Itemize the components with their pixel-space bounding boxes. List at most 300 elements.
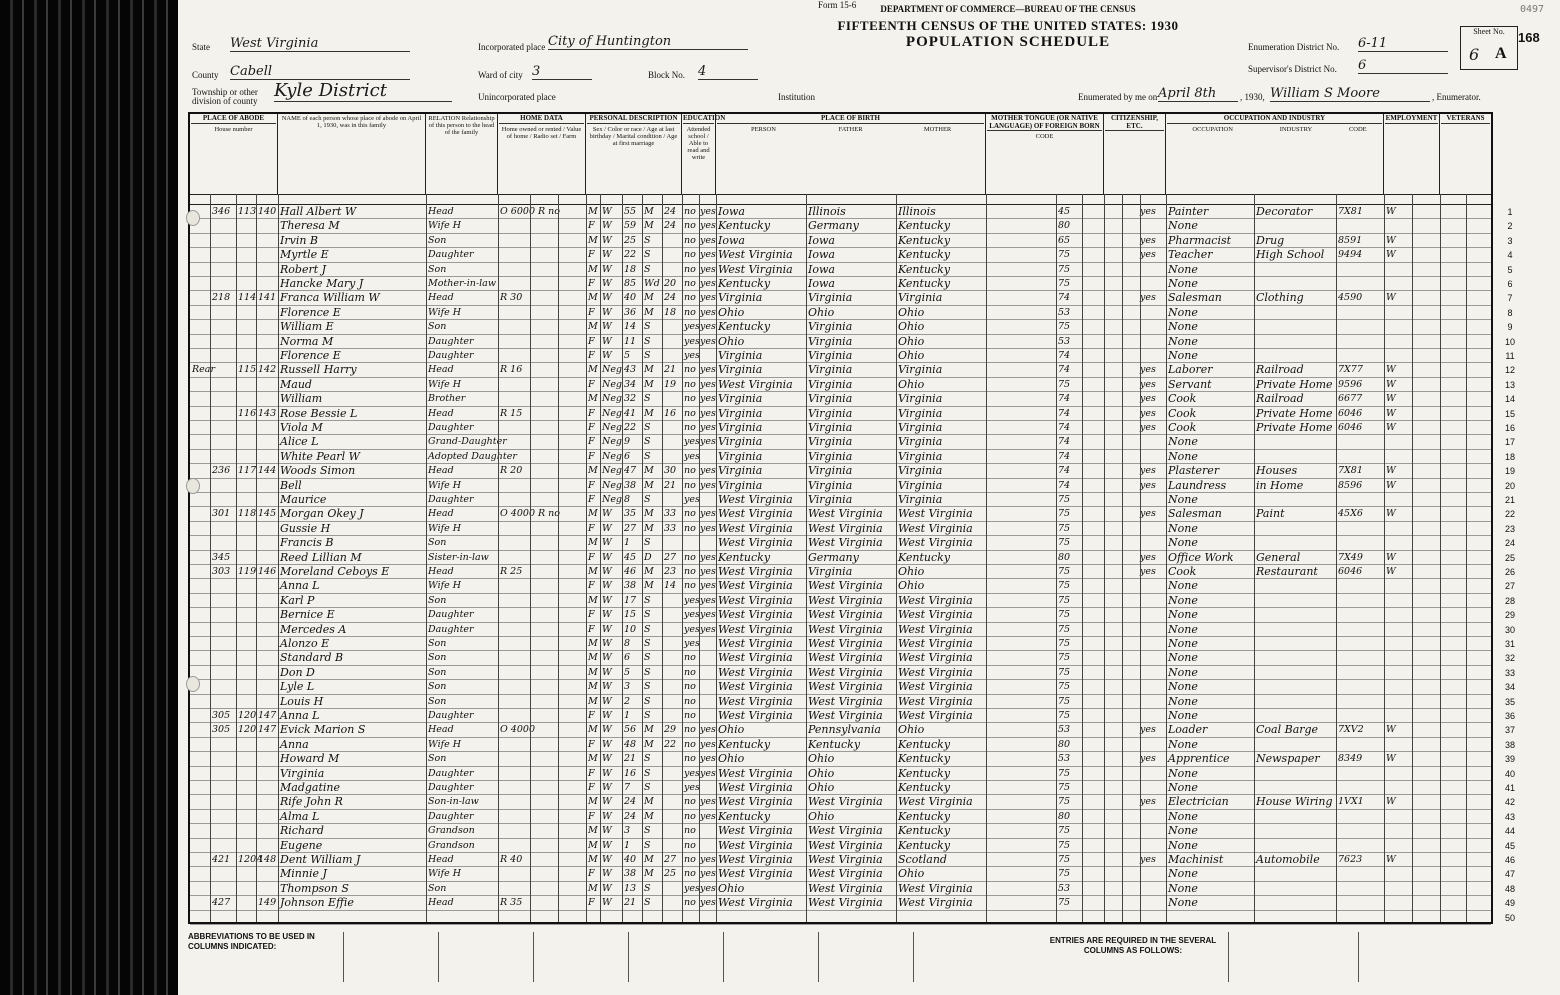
class-of-worker-cell: W bbox=[1386, 422, 1396, 433]
father-birthplace-cell: West Virginia bbox=[808, 853, 883, 866]
occupation-code-cell: 8349 bbox=[1338, 753, 1363, 765]
sex-cell: M bbox=[588, 234, 598, 246]
inc-place-value: City of Huntington bbox=[548, 34, 748, 50]
name-cell: Standard B bbox=[280, 651, 344, 665]
industry-cell bbox=[1256, 349, 1336, 363]
occupation-code-cell bbox=[1338, 263, 1382, 277]
first-marriage-age-cell bbox=[664, 536, 682, 550]
occupation-cell: Office Work bbox=[1168, 550, 1234, 564]
sex-cell: M bbox=[588, 666, 598, 678]
race-cell: W bbox=[602, 724, 612, 736]
line-number: 6 bbox=[1507, 279, 1513, 289]
house-number-cell bbox=[212, 248, 238, 262]
industry-cell bbox=[1256, 219, 1336, 233]
occupation-code-cell: 6046 bbox=[1338, 566, 1363, 577]
street-cell bbox=[192, 896, 210, 910]
class-of-worker-cell: W bbox=[1386, 378, 1396, 390]
column-rule bbox=[210, 194, 211, 922]
first-marriage-age-cell bbox=[664, 608, 682, 622]
dwelling-number-cell bbox=[238, 579, 258, 593]
name-cell: Howard M bbox=[280, 752, 340, 766]
first-marriage-age-cell bbox=[664, 263, 682, 277]
home-data-cell bbox=[500, 234, 586, 248]
sex-cell: F bbox=[588, 767, 595, 779]
first-marriage-age-cell bbox=[664, 594, 682, 608]
age-cell: 2 bbox=[624, 695, 631, 707]
sex-cell: F bbox=[588, 580, 595, 592]
occupation-code-cell: 7X49 bbox=[1338, 551, 1363, 563]
birth-code-cell: 75 bbox=[1058, 378, 1071, 390]
father-birthplace-cell: West Virginia bbox=[808, 795, 883, 809]
house-number-cell bbox=[212, 623, 238, 637]
col-personal: PERSONAL DESCRIPTION Sex / Color or race / Age at last birthday / Marital condition / Age at first marriage bbox=[586, 114, 682, 194]
county-value: Cabell bbox=[230, 64, 410, 80]
first-marriage-age-cell: 23 bbox=[664, 566, 677, 577]
father-birthplace-cell: Ohio bbox=[808, 809, 835, 823]
table-row bbox=[190, 377, 1515, 392]
relation-cell: Wife H bbox=[428, 868, 462, 880]
marital-cell: S bbox=[644, 609, 651, 621]
name-cell: Norma M bbox=[280, 334, 334, 348]
home-data-cell bbox=[500, 579, 586, 593]
read-write-cell bbox=[700, 651, 716, 665]
mother-birthplace-cell: Illinois bbox=[898, 205, 936, 218]
name-cell: Franca William W bbox=[280, 291, 380, 305]
birthplace-cell: West Virginia bbox=[718, 853, 793, 866]
first-marriage-age-cell bbox=[664, 450, 682, 464]
occupation-cell bbox=[1168, 911, 1254, 925]
mother-birthplace-cell: Ohio bbox=[898, 349, 925, 362]
school-cell: yes bbox=[684, 494, 700, 505]
supervisor-district-value: 6 bbox=[1358, 58, 1448, 74]
relation-cell: Head bbox=[428, 724, 454, 736]
occupation-cell: None bbox=[1168, 781, 1198, 794]
employment-cell bbox=[1140, 335, 1164, 349]
mother-birthplace-cell: Kentucky bbox=[898, 262, 951, 276]
occupation-code-cell bbox=[1338, 579, 1382, 593]
age-cell: 43 bbox=[624, 364, 637, 376]
family-number-cell bbox=[258, 219, 278, 233]
line-number: 24 bbox=[1504, 538, 1515, 549]
first-marriage-age-cell: 21 bbox=[664, 479, 677, 491]
marital-cell: S bbox=[644, 422, 651, 433]
class-of-worker-cell bbox=[1386, 637, 1404, 651]
industry-cell: Private Home bbox=[1256, 421, 1333, 434]
first-marriage-age-cell bbox=[664, 839, 682, 853]
occupation-cell: None bbox=[1168, 593, 1198, 607]
house-number-cell bbox=[212, 392, 238, 406]
relation-cell: Head bbox=[428, 854, 454, 865]
birth-code-cell: 75 bbox=[1058, 666, 1071, 678]
birth-code-cell: 74 bbox=[1058, 350, 1071, 361]
family-number-cell bbox=[258, 306, 278, 320]
enum-district-value: 6-11 bbox=[1358, 36, 1448, 52]
name-cell: Francis B bbox=[280, 536, 334, 550]
birth-code-cell: 75 bbox=[1058, 580, 1071, 592]
sex-cell: F bbox=[588, 407, 595, 419]
column-rule bbox=[1166, 194, 1167, 922]
family-number-cell bbox=[258, 435, 278, 449]
occupation-cell: None bbox=[1168, 449, 1198, 463]
sex-cell: F bbox=[588, 623, 595, 635]
relation-cell: Daughter bbox=[428, 782, 474, 793]
first-marriage-age-cell bbox=[664, 421, 682, 435]
industry-cell: Restaurant bbox=[1256, 565, 1318, 578]
race-cell: W bbox=[602, 263, 612, 275]
sex-cell: M bbox=[588, 263, 598, 275]
line-number: 23 bbox=[1504, 523, 1515, 534]
house-number-cell bbox=[212, 666, 238, 680]
school-cell: no bbox=[684, 465, 696, 477]
occupation-cell: Cook bbox=[1168, 406, 1197, 420]
marital-cell: M bbox=[644, 580, 654, 592]
first-marriage-age-cell: 33 bbox=[664, 508, 677, 520]
table-row bbox=[190, 363, 1515, 377]
mother-birthplace-cell: Kentucky bbox=[898, 248, 951, 262]
mother-birthplace-cell: Ohio bbox=[898, 320, 925, 334]
father-birthplace-cell: West Virginia bbox=[808, 651, 883, 665]
birthplace-cell: West Virginia bbox=[718, 709, 793, 722]
house-number-cell bbox=[212, 608, 238, 622]
birth-code-cell: 74 bbox=[1058, 436, 1071, 448]
school-cell: no bbox=[684, 407, 696, 419]
employment-cell bbox=[1140, 608, 1164, 622]
family-number-cell bbox=[258, 824, 278, 838]
birthplace-cell: West Virginia bbox=[718, 867, 793, 881]
relation-cell: Son bbox=[428, 321, 447, 333]
read-write-cell: yes bbox=[700, 724, 716, 736]
line-number: 50 bbox=[1504, 912, 1515, 923]
relation-cell: Daughter bbox=[428, 350, 474, 361]
marital-cell: S bbox=[644, 249, 651, 261]
house-number-cell: 427 bbox=[212, 897, 231, 909]
mother-birthplace-cell: Kentucky bbox=[898, 838, 951, 852]
dwelling-number-cell bbox=[238, 680, 258, 694]
home-data-cell bbox=[500, 839, 586, 853]
column-rule bbox=[256, 194, 257, 922]
col-education: EDUCATION Attended school / Able to read and write bbox=[682, 114, 716, 194]
family-number-cell bbox=[258, 680, 278, 694]
entries-title: ENTRIES ARE REQUIRED IN THE SEVERAL COLUMNS AS FOLLOWS: bbox=[1049, 936, 1217, 956]
relation-cell: Wife H bbox=[428, 522, 462, 534]
school-cell: no bbox=[684, 868, 696, 880]
birth-code-cell: 80 bbox=[1058, 220, 1071, 232]
father-birthplace-cell: Virginia bbox=[808, 464, 853, 478]
birthplace-cell: West Virginia bbox=[718, 896, 793, 910]
occupation-code-cell: 6046 bbox=[1338, 422, 1363, 433]
mother-birthplace-cell: West Virginia bbox=[898, 665, 973, 679]
marital-cell: S bbox=[644, 666, 651, 678]
industry-cell bbox=[1256, 781, 1336, 795]
age-cell: 48 bbox=[624, 738, 637, 750]
marital-cell: D bbox=[644, 551, 652, 563]
father-birthplace-cell: Virginia bbox=[808, 349, 853, 362]
class-of-worker-cell: W bbox=[1386, 393, 1396, 405]
father-birthplace-cell: West Virginia bbox=[808, 694, 883, 708]
mother-birthplace-cell: Ohio bbox=[898, 565, 925, 578]
birthplace-cell: Virginia bbox=[718, 464, 763, 478]
street-cell bbox=[192, 608, 210, 622]
street-cell bbox=[192, 435, 210, 449]
read-write-cell bbox=[700, 680, 716, 694]
house-number-cell bbox=[212, 363, 238, 377]
table-row bbox=[190, 334, 1515, 349]
name-cell: Alonzo E bbox=[280, 637, 330, 650]
occupation-code-cell bbox=[1338, 450, 1382, 464]
house-number-cell bbox=[212, 335, 238, 349]
industry-cell bbox=[1256, 450, 1336, 464]
father-birthplace-cell: West Virginia bbox=[808, 637, 883, 650]
race-cell: W bbox=[602, 292, 612, 304]
employment-cell bbox=[1140, 709, 1164, 723]
age-cell: 3 bbox=[624, 681, 631, 693]
table-row bbox=[190, 781, 1515, 795]
home-data-cell: R 40 bbox=[500, 854, 523, 865]
marital-cell: S bbox=[644, 450, 651, 462]
relation-cell: Brother bbox=[428, 393, 466, 405]
mother-birthplace-cell: Virginia bbox=[898, 291, 943, 305]
race-cell: Neg bbox=[602, 436, 623, 448]
race-cell: W bbox=[602, 609, 612, 621]
entries-box bbox=[1228, 932, 1352, 982]
occupation-cell: None bbox=[1168, 694, 1198, 708]
dwelling-number-cell: 116 bbox=[238, 407, 257, 419]
employment-cell bbox=[1140, 767, 1164, 781]
read-write-cell bbox=[700, 781, 716, 795]
first-marriage-age-cell: 24 bbox=[664, 206, 677, 217]
home-data-cell bbox=[500, 781, 586, 795]
race-cell: W bbox=[602, 321, 612, 333]
age-cell: 21 bbox=[624, 753, 637, 765]
mother-birthplace-cell: Ohio bbox=[898, 377, 925, 391]
occupation-code-cell bbox=[1338, 623, 1382, 637]
occupation-code-cell: 9596 bbox=[1338, 378, 1363, 390]
house-number-cell bbox=[212, 695, 238, 709]
sex-cell: F bbox=[588, 782, 595, 793]
mother-birthplace-cell: Kentucky bbox=[898, 752, 951, 766]
industry-cell: Private Home bbox=[1256, 406, 1333, 420]
home-data-cell bbox=[500, 594, 586, 608]
race-cell: Neg bbox=[602, 465, 623, 477]
relation-cell: Wife H bbox=[428, 220, 462, 232]
class-of-worker-cell bbox=[1386, 349, 1404, 363]
industry-cell bbox=[1256, 882, 1336, 896]
family-number-cell bbox=[258, 795, 278, 809]
occupation-cell: Pharmacist bbox=[1168, 233, 1232, 247]
read-write-cell: yes bbox=[700, 882, 716, 894]
relation-cell: Head bbox=[428, 407, 454, 419]
street-cell bbox=[192, 306, 210, 320]
birth-code-cell: 75 bbox=[1058, 767, 1071, 779]
dwelling-number-cell bbox=[238, 536, 258, 550]
age-cell: 45 bbox=[624, 551, 637, 563]
read-write-cell: yes bbox=[700, 753, 716, 765]
class-of-worker-cell bbox=[1386, 738, 1404, 752]
first-marriage-age-cell bbox=[664, 320, 682, 334]
industry-cell bbox=[1256, 666, 1336, 680]
name-cell: Anna bbox=[280, 737, 309, 751]
col-occupation: OCCUPATION AND INDUSTRY OCCUPATION INDUSTRY CODE bbox=[1166, 114, 1384, 194]
class-of-worker-cell bbox=[1386, 306, 1404, 320]
mother-birthplace-cell: West Virginia bbox=[898, 795, 973, 809]
father-birthplace-cell: Germany bbox=[808, 219, 859, 233]
class-of-worker-cell bbox=[1386, 781, 1404, 795]
family-number-cell: 140 bbox=[258, 206, 277, 217]
employment-cell bbox=[1140, 536, 1164, 550]
class-of-worker-cell bbox=[1386, 651, 1404, 665]
first-marriage-age-cell bbox=[664, 637, 682, 651]
occupation-code-cell bbox=[1338, 349, 1382, 363]
home-data-cell bbox=[500, 882, 586, 896]
enumerated-date: April 8th bbox=[1158, 86, 1238, 102]
father-birthplace-cell: Illinois bbox=[808, 205, 846, 218]
read-write-cell bbox=[700, 493, 716, 507]
occupation-code-cell bbox=[1338, 435, 1382, 449]
race-cell: W bbox=[602, 738, 612, 750]
occupation-cell: None bbox=[1168, 881, 1198, 895]
birthplace-cell: West Virginia bbox=[718, 521, 793, 535]
marital-cell: M bbox=[644, 724, 654, 736]
read-write-cell: yes bbox=[700, 465, 716, 477]
race-cell: W bbox=[602, 825, 612, 837]
birth-code-cell: 75 bbox=[1058, 609, 1071, 621]
marital-cell: M bbox=[644, 810, 654, 822]
occupation-code-cell bbox=[1338, 810, 1382, 824]
mother-birthplace-cell: Ohio bbox=[898, 723, 925, 737]
birth-code-cell: 53 bbox=[1058, 335, 1071, 347]
race-cell: W bbox=[602, 868, 612, 880]
birthplace-cell: West Virginia bbox=[718, 565, 793, 578]
mother-birthplace-cell: Kentucky bbox=[898, 824, 951, 838]
age-cell: 47 bbox=[624, 465, 637, 477]
relation-cell: Son bbox=[428, 681, 447, 693]
name-cell: Theresa M bbox=[280, 219, 340, 233]
occupation-cell: None bbox=[1168, 334, 1198, 348]
birth-code-cell: 80 bbox=[1058, 551, 1071, 563]
sex-cell: F bbox=[588, 551, 595, 563]
father-birthplace-cell: West Virginia bbox=[808, 881, 883, 895]
dwelling-number-cell bbox=[238, 479, 258, 493]
home-data-cell: O 4000 bbox=[500, 724, 535, 736]
occupation-code-cell: 8591 bbox=[1338, 234, 1363, 246]
line-number: 7 bbox=[1507, 293, 1513, 304]
mother-birthplace-cell: West Virginia bbox=[898, 521, 973, 535]
house-number-cell bbox=[212, 522, 238, 536]
family-number-cell bbox=[258, 320, 278, 334]
read-write-cell: yes bbox=[700, 321, 716, 333]
first-marriage-age-cell: 33 bbox=[664, 522, 677, 534]
class-of-worker-cell: W bbox=[1386, 234, 1396, 246]
dwelling-number-cell bbox=[238, 767, 258, 781]
birth-code-cell: 74 bbox=[1058, 465, 1071, 477]
first-marriage-age-cell bbox=[664, 335, 682, 349]
race-cell: W bbox=[602, 306, 612, 318]
relation-cell: Sister-in-law bbox=[428, 551, 489, 563]
first-marriage-age-cell bbox=[664, 882, 682, 896]
name-cell: Florence E bbox=[280, 349, 341, 362]
occupation-code-cell bbox=[1338, 839, 1382, 853]
employment-cell bbox=[1140, 651, 1164, 665]
birth-code-cell: 75 bbox=[1058, 508, 1071, 520]
col-veterans: VETERANS bbox=[1440, 114, 1491, 194]
father-birthplace-cell: Virginia bbox=[808, 478, 853, 492]
name-cell: Hall Albert W bbox=[280, 205, 357, 218]
occupation-cell: None bbox=[1168, 349, 1198, 362]
relation-cell: Daughter bbox=[428, 335, 474, 347]
column-rule bbox=[986, 194, 987, 922]
street-cell bbox=[192, 824, 210, 838]
first-marriage-age-cell bbox=[664, 896, 682, 910]
employment-cell bbox=[1140, 911, 1164, 925]
relation-cell: Wife H bbox=[428, 479, 462, 491]
occupation-code-cell: 7X81 bbox=[1338, 206, 1363, 217]
dwelling-number-cell: 119 bbox=[238, 566, 257, 577]
page-number: 168 bbox=[1518, 30, 1540, 45]
read-write-cell: yes bbox=[700, 249, 716, 261]
father-birthplace-cell: West Virginia bbox=[808, 521, 883, 535]
family-number-cell bbox=[258, 479, 278, 493]
name-cell: Russell Harry bbox=[280, 363, 357, 377]
column-rule bbox=[498, 194, 499, 922]
employment-cell: yes bbox=[1140, 479, 1156, 491]
occupation-code-cell: 1VX1 bbox=[1338, 796, 1364, 808]
industry-cell: Private Home bbox=[1256, 377, 1333, 391]
marital-cell: S bbox=[644, 782, 651, 793]
home-data-cell bbox=[500, 551, 586, 565]
abbreviations-title: ABBREVIATIONS TO BE USED IN COLUMNS INDICATED: bbox=[188, 932, 315, 952]
line-number: 41 bbox=[1504, 783, 1515, 793]
sex-cell: M bbox=[588, 882, 598, 894]
sex-cell: M bbox=[588, 652, 598, 664]
age-cell: 5 bbox=[624, 666, 631, 678]
column-rule bbox=[1104, 194, 1105, 922]
read-write-cell bbox=[700, 450, 716, 464]
industry-cell bbox=[1256, 522, 1336, 536]
street-cell bbox=[192, 551, 210, 565]
occupation-cell: Machinist bbox=[1168, 853, 1224, 866]
marital-cell: M bbox=[644, 292, 654, 304]
occupation-cell: None bbox=[1168, 838, 1198, 852]
employment-cell bbox=[1140, 810, 1164, 824]
house-number-cell bbox=[212, 435, 238, 449]
home-data-cell bbox=[500, 479, 586, 493]
birthplace-cell bbox=[718, 911, 806, 925]
family-number-cell bbox=[258, 695, 278, 709]
birthplace-cell: West Virginia bbox=[718, 248, 793, 262]
birthplace-cell: Virginia bbox=[718, 363, 763, 377]
read-write-cell: yes bbox=[700, 364, 716, 376]
home-data-cell bbox=[500, 651, 586, 665]
table-row bbox=[190, 766, 1515, 781]
sex-cell: M bbox=[588, 537, 598, 549]
occupation-code-cell: 4590 bbox=[1338, 292, 1363, 304]
occupation-code-cell: 6046 bbox=[1338, 407, 1363, 419]
mother-birthplace-cell bbox=[898, 911, 986, 925]
house-number-cell bbox=[212, 579, 238, 593]
birthplace-cell: West Virginia bbox=[718, 795, 793, 809]
table-row bbox=[190, 550, 1515, 565]
occupation-code-cell bbox=[1338, 709, 1382, 723]
school-cell: no bbox=[684, 508, 696, 520]
family-number-cell bbox=[258, 277, 278, 291]
occupation-code-cell bbox=[1338, 335, 1382, 349]
employment-cell bbox=[1140, 579, 1164, 593]
birth-code-cell: 75 bbox=[1058, 897, 1071, 909]
house-number-cell bbox=[212, 795, 238, 809]
home-data-cell: O 6000 R no bbox=[500, 206, 561, 217]
enumerator-label: , Enumerator. bbox=[1432, 92, 1481, 102]
occupation-cell: Salesman bbox=[1168, 507, 1222, 521]
